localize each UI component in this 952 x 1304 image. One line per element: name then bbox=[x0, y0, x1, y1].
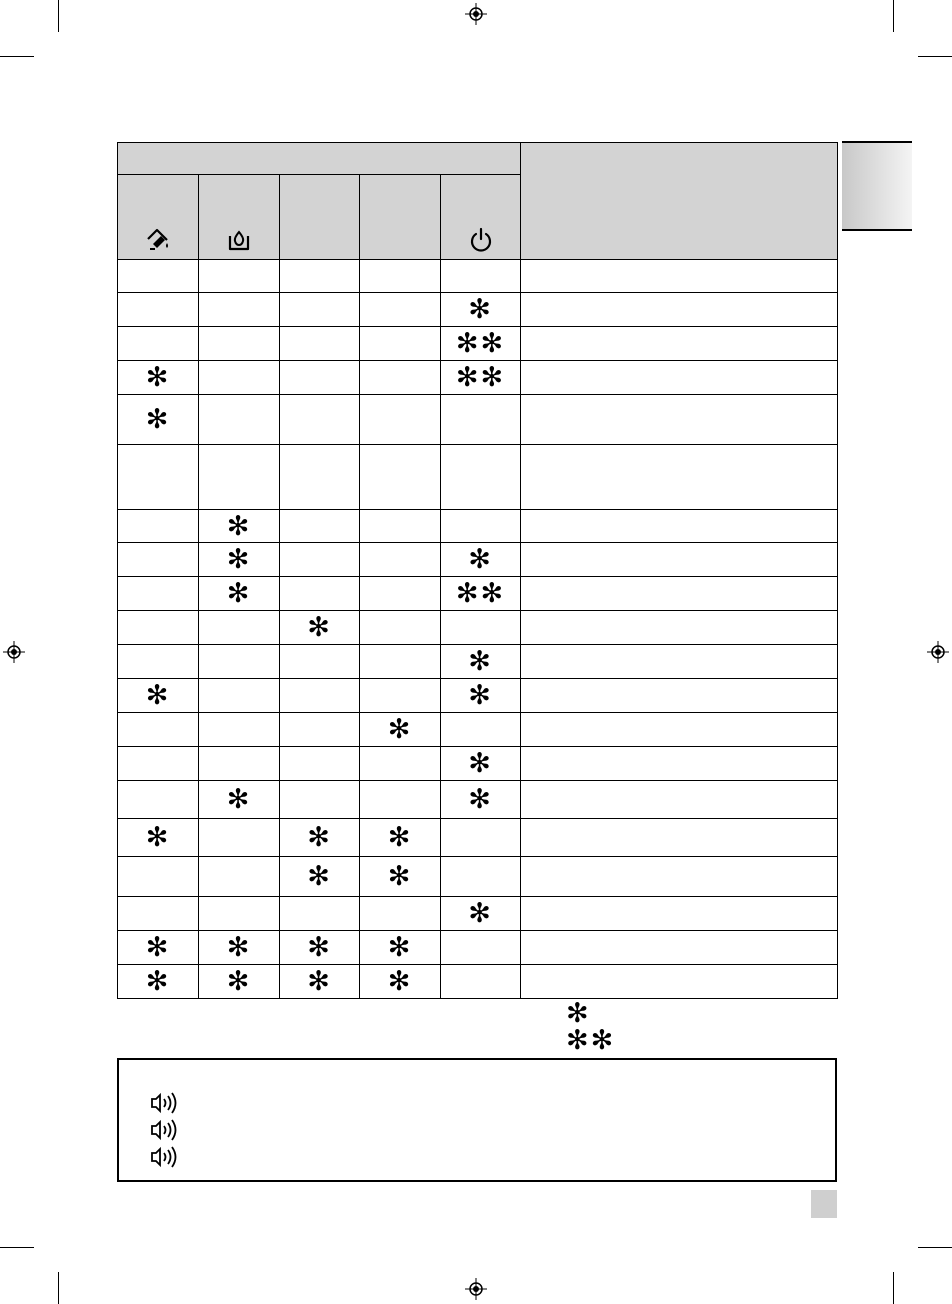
indicator-cell: ✻ bbox=[226, 966, 252, 997]
side-tab bbox=[842, 141, 912, 231]
indicator-cell: ✻ bbox=[468, 294, 493, 325]
indicator-cell: ✻ bbox=[226, 544, 252, 575]
indicator-cell: ✻ bbox=[468, 898, 493, 929]
speaker-icon bbox=[149, 1091, 179, 1115]
table-row bbox=[118, 327, 838, 361]
indicator-cell: ✻ bbox=[226, 578, 252, 609]
description-cell bbox=[521, 747, 838, 781]
crop-mark bbox=[918, 1247, 952, 1248]
description-cell bbox=[521, 965, 838, 999]
registration-mark-icon bbox=[465, 3, 487, 25]
speaker-icon bbox=[149, 1118, 179, 1142]
speaker-icon bbox=[149, 1145, 179, 1169]
crop-mark bbox=[918, 56, 952, 57]
description-cell bbox=[521, 260, 838, 293]
indicator-cell: ✻✻ bbox=[455, 362, 506, 393]
description-cell bbox=[521, 645, 838, 679]
table-row bbox=[118, 965, 838, 999]
indicator-cell: ✻ bbox=[226, 784, 252, 815]
table-row bbox=[118, 510, 838, 543]
description-cell bbox=[521, 395, 838, 445]
col-header-fill bbox=[118, 175, 199, 260]
description-cell bbox=[521, 713, 838, 747]
crop-mark bbox=[0, 1247, 34, 1248]
status-table bbox=[117, 142, 838, 999]
indicator-cell: ✻ bbox=[387, 714, 413, 745]
description-cell bbox=[521, 327, 838, 361]
indicator-cell: ✻ bbox=[226, 932, 252, 963]
legend-double-star: ✻✻ bbox=[566, 1025, 616, 1056]
col-header-water bbox=[199, 175, 280, 260]
indicator-cell: ✻ bbox=[307, 966, 332, 997]
description-cell bbox=[521, 897, 838, 931]
table-row bbox=[118, 897, 838, 931]
indicator-cell: ✻ bbox=[307, 861, 332, 892]
water-drop-icon bbox=[226, 227, 252, 253]
table-row bbox=[118, 611, 838, 645]
indicator-cell: ✻✻ bbox=[455, 578, 506, 609]
legend-single-star: ✻ bbox=[566, 998, 591, 1029]
crop-mark bbox=[58, 1272, 59, 1304]
indicator-cell: ✻ bbox=[145, 362, 171, 393]
registration-mark-icon bbox=[465, 1278, 487, 1300]
col-header-power bbox=[441, 175, 521, 260]
description-cell bbox=[521, 819, 838, 857]
sound-signals-box bbox=[117, 1058, 837, 1182]
description-cell bbox=[521, 611, 838, 645]
description-cell bbox=[521, 543, 838, 577]
description-cell bbox=[521, 577, 838, 611]
indicator-cell: ✻ bbox=[468, 748, 493, 779]
power-icon bbox=[468, 227, 494, 253]
crop-mark bbox=[893, 1272, 894, 1304]
indicator-cell: ✻ bbox=[387, 966, 413, 997]
table-row bbox=[118, 445, 838, 510]
description-cell bbox=[521, 510, 838, 543]
table-row bbox=[118, 819, 838, 857]
indicator-cell: ✻ bbox=[307, 932, 332, 963]
indicator-cell: ✻ bbox=[307, 612, 332, 643]
table-row bbox=[118, 713, 838, 747]
indicator-cell: ✻ bbox=[145, 932, 171, 963]
fill-icon bbox=[145, 227, 171, 253]
table-row bbox=[118, 577, 838, 611]
indicator-cell: ✻✻ bbox=[455, 328, 506, 359]
crop-mark bbox=[0, 56, 34, 57]
page-number-box bbox=[811, 1190, 837, 1218]
table-row bbox=[118, 747, 838, 781]
table-row bbox=[118, 361, 838, 395]
indicator-cell: ✻ bbox=[307, 822, 332, 853]
crop-mark bbox=[893, 0, 894, 32]
table-row bbox=[118, 260, 838, 293]
indicator-cell: ✻ bbox=[145, 404, 171, 435]
crop-mark bbox=[58, 0, 59, 32]
description-cell bbox=[521, 679, 838, 713]
indicator-cell: ✻ bbox=[387, 861, 413, 892]
description-cell bbox=[521, 361, 838, 395]
indicator-cell: ✻ bbox=[468, 784, 493, 815]
registration-mark-icon bbox=[927, 641, 949, 663]
indicator-cell: ✻ bbox=[145, 822, 171, 853]
indicator-cell: ✻ bbox=[387, 822, 413, 853]
description-cell bbox=[521, 781, 838, 819]
description-cell bbox=[521, 857, 838, 897]
description-cell bbox=[521, 931, 838, 965]
table-row bbox=[118, 857, 838, 897]
description-header bbox=[521, 143, 838, 260]
description-cell bbox=[521, 445, 838, 510]
registration-mark-icon bbox=[3, 641, 25, 663]
table-row bbox=[118, 781, 838, 819]
col-header-3 bbox=[280, 175, 360, 260]
table-row bbox=[118, 679, 838, 713]
indicator-cell: ✻ bbox=[387, 932, 413, 963]
table-row bbox=[118, 543, 838, 577]
indicator-cell: ✻ bbox=[468, 544, 493, 575]
table-row bbox=[118, 931, 838, 965]
indicator-cell: ✻ bbox=[468, 646, 493, 677]
table-row bbox=[118, 395, 838, 445]
table-row bbox=[118, 293, 838, 327]
description-cell bbox=[521, 293, 838, 327]
indicator-cell: ✻ bbox=[468, 680, 493, 711]
indicator-cell: ✻ bbox=[226, 510, 252, 542]
col-header-4 bbox=[360, 175, 441, 260]
indicator-group-header bbox=[118, 143, 521, 175]
indicator-cell: ✻ bbox=[145, 680, 171, 711]
indicator-cell: ✻ bbox=[145, 966, 171, 997]
table-row bbox=[118, 645, 838, 679]
